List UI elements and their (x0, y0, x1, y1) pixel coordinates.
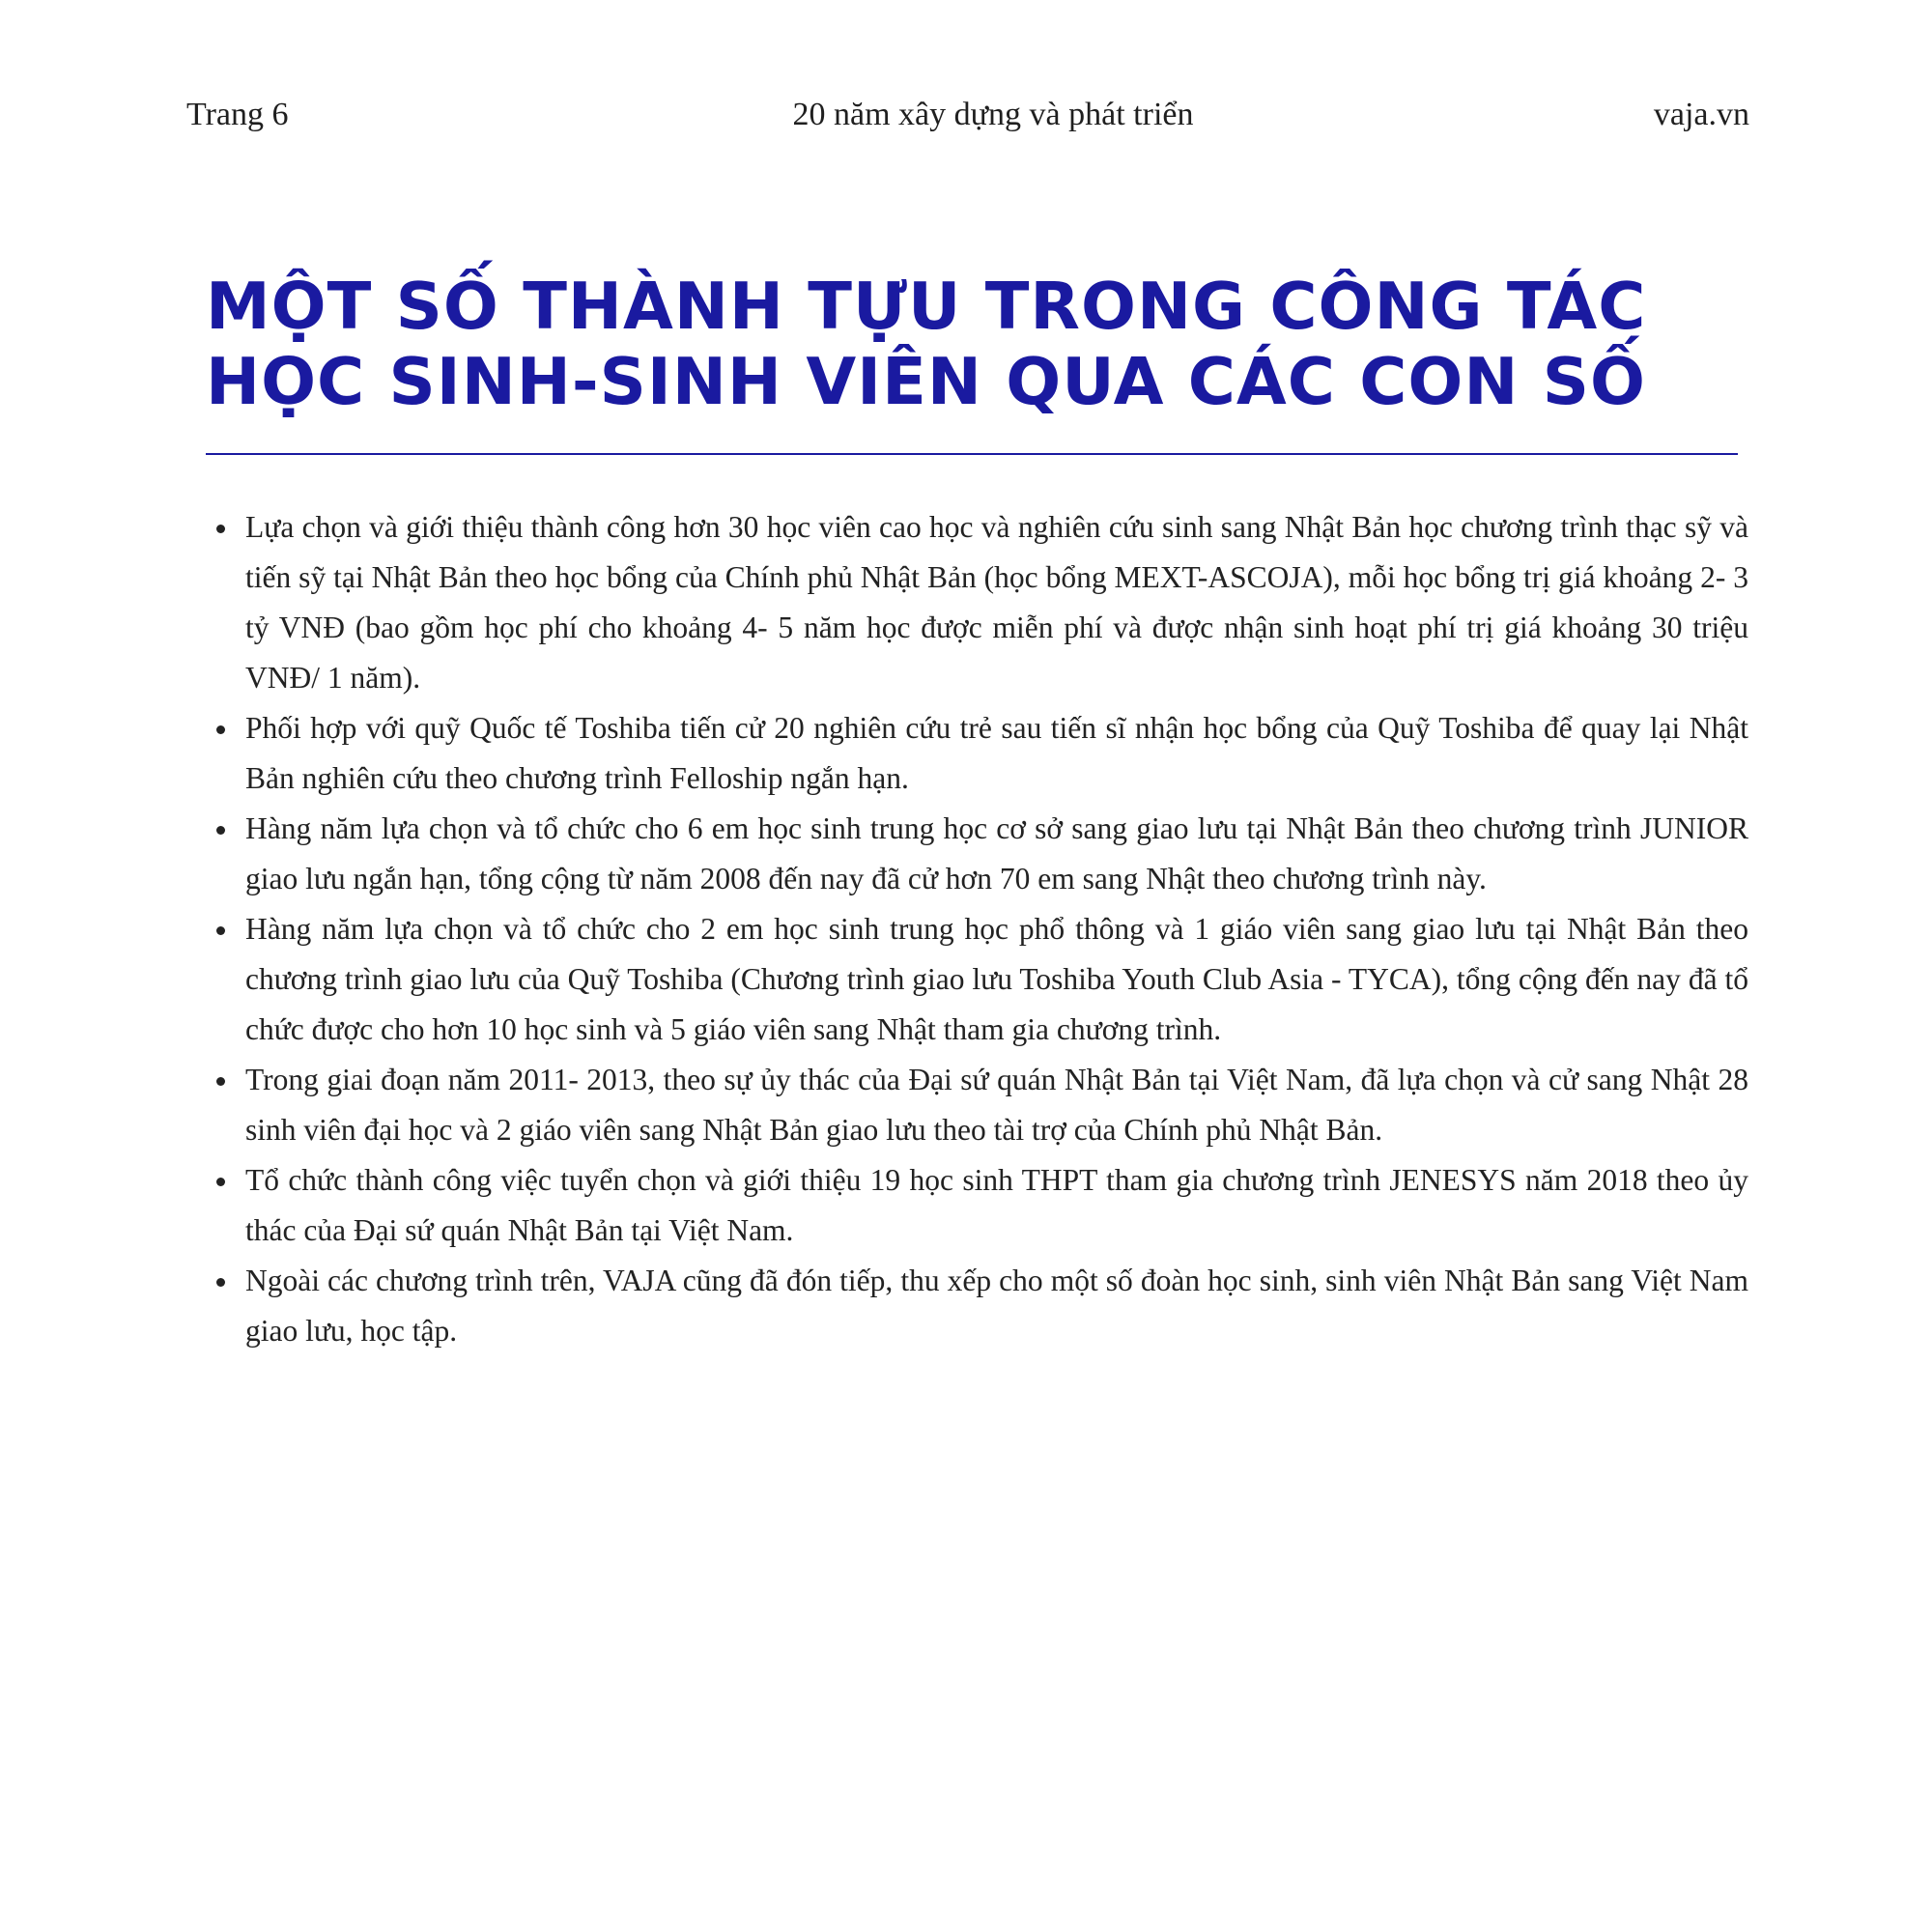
list-item (203, 1055, 1748, 1155)
list-item (203, 904, 1748, 1055)
list-item-text: Tổ chức thành công việc tuyển chọn và giới thiệu 19 học sinh THPT tham gia chương trình JENESYS năm 2018 theo ủy thác của Đại sứ quán Nhật Bản tại Việt Nam. (245, 1163, 1748, 1247)
page-title (206, 269, 1751, 419)
list-item-text: Hàng năm lựa chọn và tổ chức cho 2 em học sinh trung học phổ thông và 1 giáo viên sang giao lưu tại Nhật Bản theo chương trình giao lưu của Quỹ Toshiba (Chương trình giao lưu Toshiba Youth Club Asia - TYCA), tổng cộng đến nay đã tổ chức được cho hơn 10 học sinh và 5 giáo viên sang Nhật tham gia chương trình. (245, 912, 1748, 1046)
title-divider (206, 453, 1738, 455)
list-item (203, 1155, 1748, 1256)
list-item-text: Ngoài các chương trình trên, VAJA cũng đã đón tiếp, thu xếp cho một số đoàn học sinh, sinh viên Nhật Bản sang Việt Nam giao lưu, học tập. (245, 1264, 1748, 1348)
achievements-list (203, 502, 1748, 1356)
title-line-1: MỘT SỐ THÀNH TỰU TRONG CÔNG TÁC (206, 269, 1647, 344)
list-item (203, 804, 1748, 904)
list-item (203, 502, 1748, 703)
site-link[interactable]: vaja.vn (1653, 97, 1749, 132)
list-item-text: Phối hợp với quỹ Quốc tế Toshiba tiến cử 20 nghiên cứu trẻ sau tiến sĩ nhận học bổng của Quỹ Toshiba để quay lại Nhật Bản nghiên cứu theo chương trình Felloship ngắn hạn. (245, 711, 1748, 795)
bullet-icon (216, 725, 225, 734)
bullet-icon (216, 1077, 225, 1086)
bullet-icon (216, 826, 225, 835)
bullet-icon (216, 926, 225, 935)
bullet-icon (216, 1178, 225, 1186)
header-subtitle: 20 năm xây dựng và phát triển (792, 97, 1194, 132)
page-header (186, 97, 1749, 145)
bullet-icon (216, 525, 225, 533)
list-item-text: Trong giai đoạn năm 2011- 2013, theo sự ủy thác của Đại sứ quán Nhật Bản tại Việt Nam, đã lựa chọn và cử sang Nhật 28 sinh viên đại học và 2 giáo viên sang Nhật Bản giao lưu theo tài trợ của Chính phủ Nhật Bản. (245, 1063, 1748, 1147)
title-line-2: HỌC SINH-SINH VIÊN QUA CÁC CON SỐ (206, 344, 1647, 419)
list-item-text: Lựa chọn và giới thiệu thành công hơn 30 học viên cao học và nghiên cứu sinh sang Nhật Bản học chương trình thạc sỹ và tiến sỹ tại Nhật Bản theo học bổng của Chính phủ Nhật Bản (học bổng MEXT-ASCOJA), mỗi học bổng trị giá khoảng 2- 3 tỷ VNĐ (bao gồm học phí cho khoảng 4- 5 năm học được miễn phí và được nhận sinh hoạt phí trị giá khoảng 30 triệu VNĐ/ 1 năm). (245, 510, 1748, 695)
page-number: Trang 6 (186, 97, 289, 132)
bullet-icon (216, 1278, 225, 1287)
list-item (203, 1256, 1748, 1356)
list-item-text: Hàng năm lựa chọn và tổ chức cho 6 em học sinh trung học cơ sở sang giao lưu tại Nhật Bản theo chương trình JUNIOR giao lưu ngắn hạn, tổng cộng từ năm 2008 đến nay đã cử hơn 70 em sang Nhật theo chương trình này. (245, 811, 1748, 895)
list-item (203, 703, 1748, 804)
